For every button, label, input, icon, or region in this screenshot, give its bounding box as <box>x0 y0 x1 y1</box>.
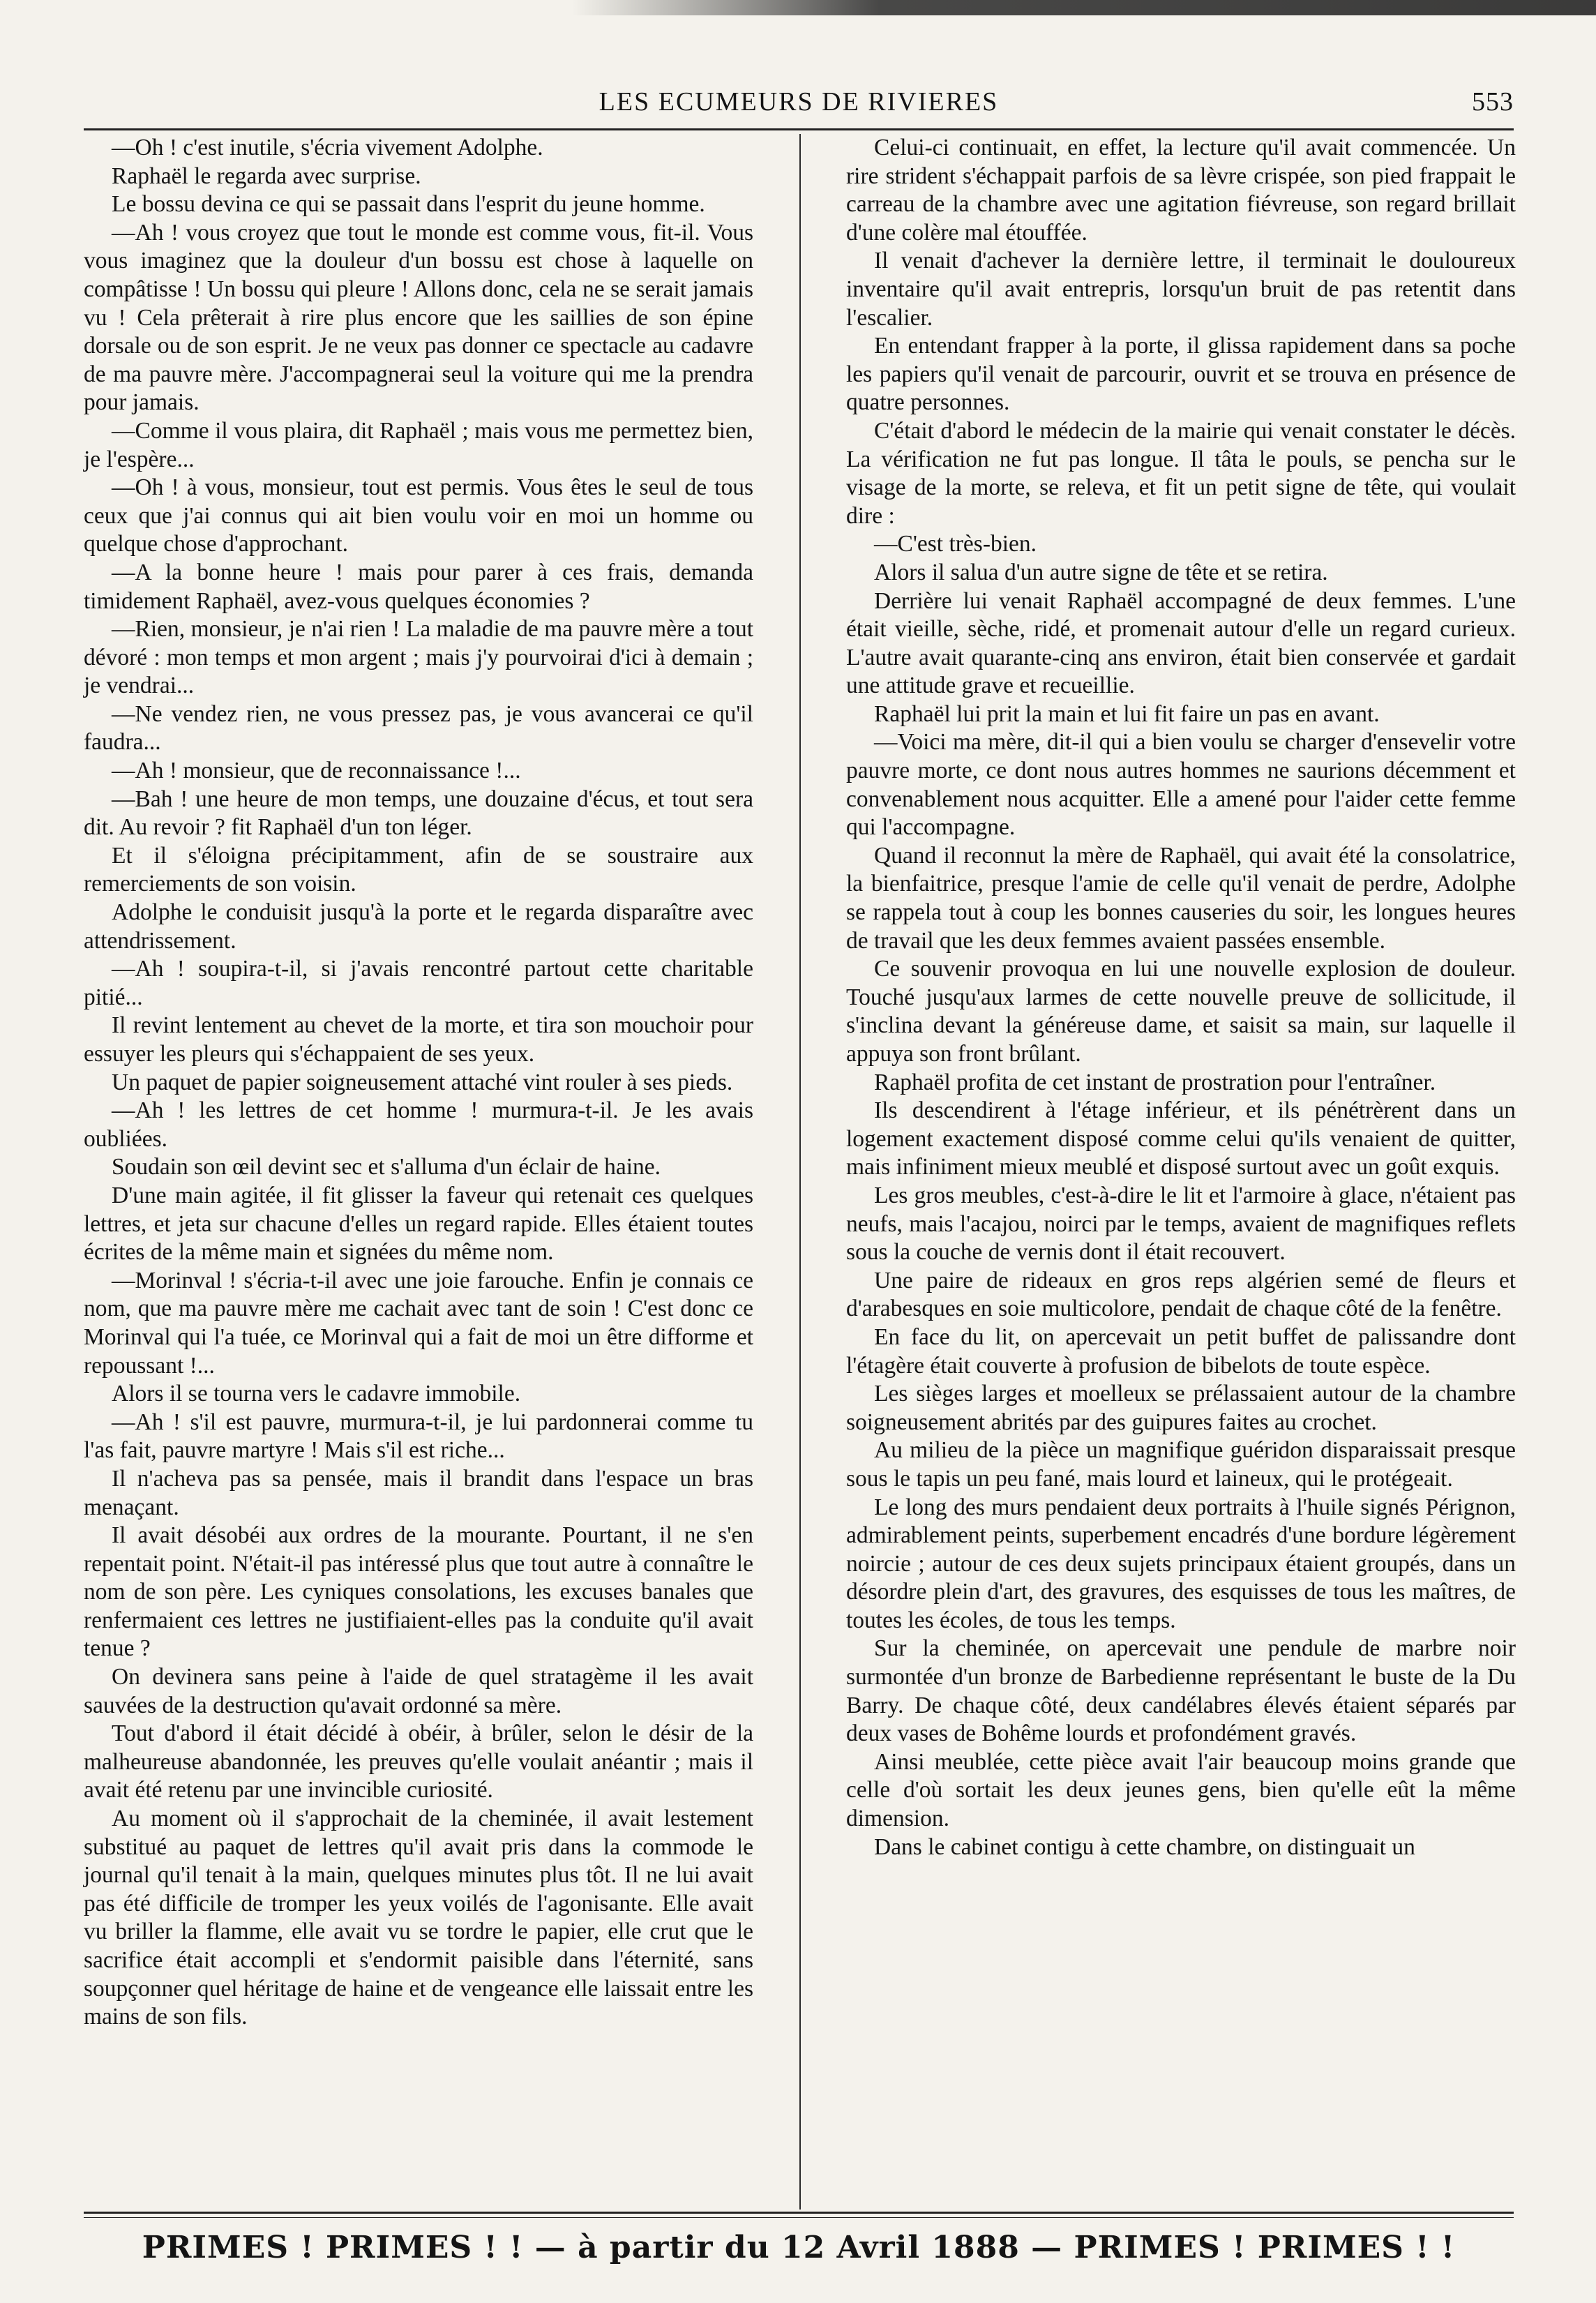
footer-rule-thin <box>84 2217 1514 2218</box>
paragraph: En face du lit, on apercevait un petit buffet de palissandre dont l'étagère était couverte à profusion de bibelots de toute espèce. <box>846 1323 1516 1379</box>
paragraph: —Oh ! c'est inutile, s'écria vivement Adolphe. <box>112 135 543 160</box>
paragraph: Tout d'abord il était décidé à obéir, à brûler, selon le désir de la malheureuse abandonnée, les preuves qu'elle voulait anéantir ; mais il avait été retenu par une invincible curiosité. <box>84 1720 753 1803</box>
paragraph: Au moment où il s'approchait de la cheminée, il avait lestement substitué au paquet de lettres qu'il avait pris dans la commode le journal qu'il tenait à la main, quelques minutes plus tôt. Il ne lui avait pas été difficile de tromper les yeux voilés de l'agonisante. Elle avait vu briller la flamme, elle avait vu se tordre le papier, elle crut que le sacrifice était accompli et s'endormit paisible dans l'éternité, sans soupçonner quel héritage de haine et de vengeance elle laissait entre les mains de son fils. <box>84 1806 753 2030</box>
paragraph: Il venait d'achever la dernière lettre, il terminait le douloureux inventaire qu'il avait entrepris, lorsqu'un bruit de pas retentit dans l'escalier. <box>846 248 1516 331</box>
paragraph: Celui-ci continuait, en effet, la lecture qu'il avait commencée. Un rire strident s'échappait parfois de sa lèvre crispée, son pied frappait le carreau de la chambre avec une agitation fiévreuse, son regard brillait d'une colère mal étouffée. <box>846 135 1516 246</box>
left-column <box>84 134 753 2032</box>
paragraph: Un paquet de papier soigneusement attaché vint rouler à ses pieds. <box>112 1069 733 1095</box>
paragraph: Derrière lui venait Raphaël accompagné de deux femmes. L'une était vieille, sèche, ridé, et promenait autour d'elle un regard curieux. L'autre avait quarante-cinq ans environ, était bien conservée et gardait une attitude grave et recueillie. <box>846 587 1516 699</box>
paragraph: —C'est très-bien. <box>874 531 1037 557</box>
header-rule <box>84 128 1514 130</box>
paragraph: —Ah ! monsieur, que de reconnaissance !... <box>112 758 521 784</box>
paragraph: Une paire de rideaux en gros reps algérien semé de fleurs et d'arabesques en soie multicolore, pendait de chaque côté de la fenêtre. <box>846 1267 1516 1322</box>
paragraph: C'était d'abord le médecin de la mairie qui venait constater le décès. La vérification ne fut pas longue. Il tâta le pouls, se pencha sur le visage de la morte, se releva, et fit un petit signe de tête, qui voulait dire : <box>846 417 1516 529</box>
paragraph: —Ah ! s'il est pauvre, murmura-t-il, je lui pardonnerai comme tu l'as fait, pauvre martyre ! Mais s'il est riche... <box>84 1409 753 1464</box>
running-title: LES ECUMEURS DE RIVIERES <box>598 87 999 117</box>
paragraph: D'une main agitée, il fit glisser la faveur qui retenait ces quelques lettres, et jeta sur chacune d'elles un regard rapide. Elles étaient toutes écrites de la même main et signées du même nom. <box>84 1182 753 1266</box>
paragraph: Raphaël profita de cet instant de prostration pour l'entraîner. <box>874 1069 1436 1095</box>
paragraph: —Bah ! une heure de mon temps, une douzaine d'écus, et tout sera dit. Au revoir ? fit Raphaël d'un ton léger. <box>84 786 753 841</box>
paragraph: Alors il salua d'un autre signe de tête et se retira. <box>874 559 1328 585</box>
paragraph: Soudain son œil devint sec et s'alluma d'un éclair de haine. <box>112 1154 661 1180</box>
paragraph: —Rien, monsieur, je n'ai rien ! La maladie de ma pauvre mère a tout dévoré : mon temps et mon argent ; mais j'y pourvoirai d'ici à demain ; je vendrai... <box>84 616 753 699</box>
footer-banner: PRIMES ! PRIMES ! ! — à partir du 12 Avril 1888 — PRIMES ! PRIMES ! ! <box>142 2230 1456 2265</box>
paragraph: Ils descendirent à l'étage inférieur, et ils pénétrèrent dans un logement exactement disposé comme celui qu'ils venaient de quitter, mais infiniment mieux meublé et disposé surtout avec un goût exquis. <box>846 1097 1516 1180</box>
page-number: 553 <box>1472 87 1514 117</box>
footer-rule-thick <box>84 2212 1514 2214</box>
paragraph: Les gros meubles, c'est-à-dire le lit et l'armoire à glace, n'étaient pas neufs, mais l'acajou, noirci par le temps, avaient de magnifiques reflets sous la couche de vernis dont il était recouvert. <box>846 1182 1516 1266</box>
paragraph: —Ah ! les lettres de cet homme ! murmura-t-il. Je les avais oubliées. <box>84 1097 753 1152</box>
paragraph: Et il s'éloigna précipitamment, afin de se soustraire aux remerciements de son voisin. <box>84 842 753 897</box>
right-column <box>846 134 1516 1861</box>
paragraph: —Ah ! soupira-t-il, si j'avais rencontré partout cette charitable pitié... <box>84 956 753 1010</box>
page-top-edge-mark <box>572 0 1596 15</box>
paragraph: Ainsi meublée, cette pièce avait l'air beaucoup moins grande que celle d'où sortait les deux jeunes gens, bien qu'elle eût la même dimension. <box>846 1748 1516 1832</box>
paragraph: —Comme il vous plaira, dit Raphaël ; mais vous me permettez bien, je l'espère... <box>84 417 753 472</box>
paragraph: Raphaël lui prit la main et lui fit faire un pas en avant. <box>874 700 1380 727</box>
paragraph: —Voici ma mère, dit-il qui a bien voulu se charger d'ensevelir votre pauvre morte, ce dont nous autres hommes ne saurions décemment et convenablement nous acquitter. Elle a amené pour l'aider cette femme qui l'accompagne. <box>846 729 1516 841</box>
paragraph: Raphaël le regarda avec surprise. <box>112 163 421 189</box>
paragraph: Ce souvenir provoqua en lui une nouvelle explosion de douleur. Touché jusqu'aux larmes de cette nouvelle preuve de sollicitude, il s'inclina devant la généreuse dame, et saisit sa main, sur laquelle il appuya son front brûlant. <box>846 956 1516 1067</box>
column-divider <box>799 134 801 2210</box>
paragraph: —Morinval ! s'écria-t-il avec une joie farouche. Enfin je connais ce nom, que ma pauvre mère me cachait avec tant de soin ! C'est donc ce Morinval qui l'a tuée, ce Morinval qui a fait de moi un être difforme et repoussant !... <box>84 1267 753 1379</box>
paragraph: Les sièges larges et moelleux se prélassaient autour de la chambre soigneusement abrités par des guipures faites au crochet. <box>846 1381 1516 1435</box>
paragraph: Il revint lentement au chevet de la morte, et tira son mouchoir pour essuyer les pleurs qui s'échappaient de ses yeux. <box>84 1012 753 1067</box>
paragraph: Il avait désobéi aux ordres de la mourante. Pourtant, il ne s'en repentait point. N'était-il pas intéressé plus que tout autre à connaître le nom de son père. Les cyniques consolations, les excuses banales que renfermaient ces lettres ne justifiaient-elles pas la conduite qu'il avait tenue ? <box>84 1522 753 1662</box>
paragraph: Sur la cheminée, on apercevait une pendule de marbre noir surmontée d'un bronze de Barbedienne représentant le buste de la Du Barry. De chaque côté, deux candélabres élevés étaient séparés par deux vases de Bohême lourds et profondément gravés. <box>846 1635 1516 1747</box>
paragraph: En entendant frapper à la porte, il glissa rapidement dans sa poche les papiers qu'il venait de parcourir, ouvrit et se trouva en présence de quatre personnes. <box>846 333 1516 416</box>
paragraph: —Ne vendez rien, ne vous pressez pas, je vous avancerai ce qu'il faudra... <box>84 700 753 756</box>
paragraph: —Oh ! à vous, monsieur, tout est permis. Vous êtes le seul de tous ceux que j'ai connus qui ait bien voulu voir en moi un homme ou quelque chose d'approchant. <box>84 474 753 557</box>
paragraph: Alors il se tourna vers le cadavre immobile. <box>112 1381 521 1407</box>
paragraph: On devinera sans peine à l'aide de quel stratagème il les avait sauvées de la destruction qu'avait ordonné sa mère. <box>84 1664 753 1718</box>
paragraph: Le bossu devina ce qui se passait dans l'esprit du jeune homme. <box>112 191 705 218</box>
paragraph: Quand il reconnut la mère de Raphaël, qui avait été la consolatrice, la bienfaitrice, presque l'amie de celle qu'il venait de perdre, Adolphe se rappela tout à coup les bonnes causeries du soir, les longues heures de travail que les deux femmes avaient passées ensemble. <box>846 842 1516 954</box>
paragraph: Adolphe le conduisit jusqu'à la porte et le regarda disparaître avec attendrissement. <box>84 899 753 954</box>
page-header <box>84 78 1514 120</box>
paragraph: Au milieu de la pièce un magnifique guéridon disparaissait presque sous le tapis un peu fané, mais lourd et laineux, qui le protégeait. <box>846 1437 1516 1492</box>
paragraph: Dans le cabinet contigu à cette chambre, on distinguait un <box>874 1833 1415 1860</box>
paragraph: Il n'acheva pas sa pensée, mais il brandit dans l'espace un bras menaçant. <box>84 1465 753 1520</box>
paragraph: Le long des murs pendaient deux portraits à l'huile signés Pérignon, admirablement peints, superbement encadrés d'une bordure légèrement noircie ; autour de ces deux sujets principaux étaient groupés, dans un désordre plein d'art, des gravures, des esquisses de tous les maîtres, de toutes les écoles, de tous les temps. <box>846 1494 1516 1633</box>
paragraph: —Ah ! vous croyez que tout le monde est comme vous, fit-il. Vous vous imaginez que la douleur d'un bossu est chose à laquelle on compâtisse ! Un bossu qui pleure ! Allons donc, cela ne se serait jamais vu ! Cela prêterait à rire plus encore que les saillies de son épine dorsale ou de son esprit. Je ne veux pas donner ce spectacle au cadavre de ma pauvre mère. J'accompagnerai seul la voiture qui me la prendra pour jamais. <box>84 219 753 416</box>
paragraph: —A la bonne heure ! mais pour parer à ces frais, demanda timidement Raphaël, avez-vous quelques économies ? <box>84 559 753 614</box>
